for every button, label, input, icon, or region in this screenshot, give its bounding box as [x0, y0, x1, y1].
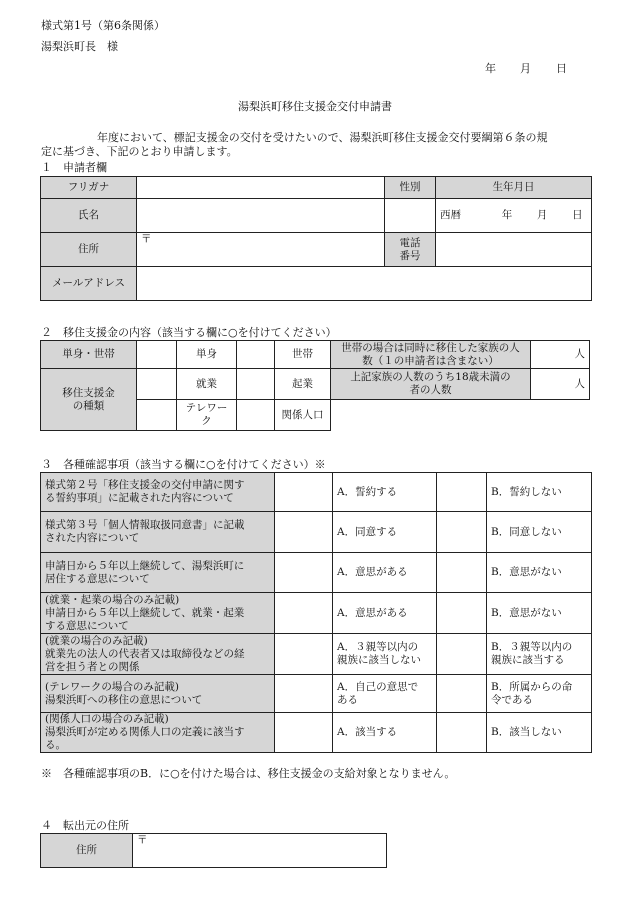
- line: B．意思がない: [491, 606, 562, 619]
- confirmation-row: [41, 593, 592, 634]
- section3-heading: ３ 各種確認事項（該当する欄に○を付けてください）※: [41, 458, 326, 471]
- line: B．３親等以内の: [491, 641, 573, 653]
- option-a-label: [333, 593, 437, 634]
- option-a-label: [333, 553, 437, 593]
- option-b-check-cell[interactable]: [437, 713, 487, 753]
- confirmation-row: [41, 553, 592, 593]
- confirmation-item: [41, 675, 275, 713]
- line: 親族に該当しない: [337, 654, 421, 666]
- option-b-check-cell[interactable]: [437, 473, 487, 512]
- line: 湯梨浜町への移住の意思について: [45, 693, 203, 706]
- empty-area: [331, 400, 590, 431]
- line: B．意思がない: [491, 566, 562, 578]
- option-a-check-cell[interactable]: [275, 512, 333, 553]
- family-note-line2: 数（１の申請者は含まない）: [362, 354, 499, 367]
- line: 申請日から５年以上継続して、湯梨浜町に: [45, 559, 245, 572]
- previous-address-table: [40, 833, 387, 868]
- line: B．該当しない: [491, 726, 562, 738]
- single-household-label: 単身・世帯: [41, 341, 137, 369]
- confirmation-row: [41, 675, 592, 713]
- line: 居住する意思について: [45, 572, 150, 585]
- household-check-cell[interactable]: [237, 341, 275, 369]
- phone-input[interactable]: [436, 233, 592, 267]
- gender-input[interactable]: [385, 199, 436, 233]
- under18-note: [331, 369, 531, 400]
- confirmation-item: [41, 593, 275, 634]
- option-b-label: [487, 512, 592, 553]
- support-content-table: [40, 340, 590, 431]
- era-label: 西暦: [440, 209, 461, 221]
- confirmation-item: [41, 634, 275, 675]
- line: (テレワークの場合のみ記載): [45, 680, 179, 693]
- confirmation-row: [41, 512, 592, 553]
- employment-label: 就業: [177, 369, 237, 400]
- furigana-input[interactable]: [137, 177, 385, 199]
- line: A．該当する: [337, 726, 398, 738]
- option-b-check-cell[interactable]: [437, 634, 487, 675]
- line: B．所属からの命: [491, 680, 573, 693]
- confirmation-row: [41, 473, 592, 512]
- related-population-check-cell[interactable]: [237, 400, 275, 431]
- employment-check-cell[interactable]: [137, 369, 177, 400]
- family-count-input[interactable]: [531, 341, 590, 369]
- month-label: 月: [536, 209, 548, 221]
- under18-count-input[interactable]: [531, 369, 590, 400]
- previous-address-input[interactable]: [133, 834, 387, 868]
- option-a-check-cell[interactable]: [275, 553, 333, 593]
- option-b-label: [487, 713, 592, 753]
- email-label: メールアドレス: [41, 267, 137, 301]
- phone-label-line1: 電話: [399, 236, 421, 249]
- line: る誓約事項」に記載された内容について: [45, 492, 234, 504]
- line: 申請日から５年以上継続して、就業・起業: [45, 606, 245, 619]
- family-count-note: [331, 341, 531, 369]
- option-b-label: [487, 553, 592, 593]
- option-a-label: [333, 512, 437, 553]
- related-population-label: 関係人口: [275, 400, 331, 431]
- startup-label: 起業: [275, 369, 331, 400]
- option-b-label: [487, 634, 592, 675]
- support-type-label: [41, 369, 137, 431]
- confirmation-item: [41, 553, 275, 593]
- option-b-label: [487, 473, 592, 512]
- phone-label-line2: 番号: [399, 249, 421, 262]
- single-check-cell[interactable]: [137, 341, 177, 369]
- line: A．意思がある: [337, 606, 408, 619]
- line: 湯梨浜町が定める関係人口の定義に該当す: [45, 726, 245, 738]
- line: ある: [337, 693, 358, 706]
- confirmation-row: [41, 634, 592, 675]
- name-input[interactable]: [137, 199, 385, 233]
- line: A．同意する: [337, 525, 398, 538]
- furigana-label: フリガナ: [41, 177, 137, 199]
- line: A．自己の意思で: [337, 680, 419, 693]
- postal-mark-2: 〒: [137, 834, 148, 846]
- intro-text-line1: 年度において、標記支援金の交付を受けたいので、湯梨浜町移住支援金交付要綱第６条の規: [97, 131, 548, 144]
- postal-mark: 〒: [141, 233, 152, 245]
- address-input[interactable]: [137, 233, 385, 267]
- telework-line1: テレワー: [185, 402, 228, 414]
- under18-line1: 上記家族の人数のうち18歳未満の: [350, 371, 511, 383]
- option-b-check-cell[interactable]: [437, 675, 487, 713]
- option-a-label: [333, 473, 437, 512]
- line: 令である: [491, 693, 533, 706]
- option-a-check-cell[interactable]: [275, 713, 333, 753]
- date-month-label: 月: [520, 62, 531, 75]
- option-a-check-cell[interactable]: [275, 675, 333, 713]
- confirmation-table: [40, 472, 592, 753]
- address-label: 住所: [41, 233, 137, 267]
- line: A．誓約する: [337, 485, 398, 498]
- previous-address-label: 住所: [41, 834, 133, 868]
- family-note-line1: 世帯の場合は同時に移住した家族の人: [341, 341, 520, 354]
- confirmation-item: [41, 713, 275, 753]
- line: 親族に該当する: [491, 654, 565, 666]
- option-b-check-cell[interactable]: [437, 593, 487, 634]
- option-a-label: [333, 675, 437, 713]
- option-a-check-cell[interactable]: [275, 634, 333, 675]
- household-label: 世帯: [275, 341, 331, 369]
- email-input[interactable]: [137, 267, 592, 301]
- confirmation-item: [41, 512, 275, 553]
- line: 就業先の法人の代表者又は取締役などの経: [45, 647, 245, 660]
- persons-unit: 人: [574, 348, 585, 360]
- line: 様式第２号「移住支援金の交付申請に関す: [45, 479, 245, 491]
- birthdate-label: 生年月日: [436, 177, 592, 199]
- startup-check-cell[interactable]: [237, 369, 275, 400]
- line: 様式第３号「個人情報取扱同意書」に記載: [45, 519, 245, 531]
- option-a-check-cell[interactable]: [275, 593, 333, 634]
- document-title: 湯梨浜町移住支援金交付申請書: [238, 100, 392, 113]
- line: (就業・起業の場合のみ記載): [45, 593, 180, 606]
- option-a-label: [333, 713, 437, 753]
- intro-text-line2: 定に基づき、下記のとおり申請します。: [41, 145, 238, 158]
- line: A．意思がある: [337, 566, 408, 578]
- persons-unit-2: 人: [574, 377, 585, 390]
- telework-label: [177, 400, 237, 431]
- under18-line2: 者の人数: [409, 384, 452, 396]
- confirmation-row: [41, 713, 592, 753]
- telework-line2: ク: [201, 415, 212, 427]
- applicant-table: [40, 176, 592, 301]
- name-label: 氏名: [41, 199, 137, 233]
- phone-label: [385, 233, 436, 267]
- support-type-line2: の種類: [72, 399, 105, 412]
- form-number: 様式第1号（第6条関係）: [41, 19, 165, 32]
- line: 営を担う者との関係: [45, 660, 140, 673]
- line: する意思について: [45, 619, 129, 632]
- line: B．同意しない: [491, 525, 562, 538]
- section4-heading: ４ 転出元の住所: [41, 819, 129, 832]
- day-label: 日: [572, 209, 583, 221]
- date-year-label: 年: [485, 62, 496, 75]
- option-b-check-cell[interactable]: [437, 553, 487, 593]
- option-b-check-cell[interactable]: [437, 512, 487, 553]
- option-a-label: [333, 634, 437, 675]
- option-a-check-cell[interactable]: [275, 473, 333, 512]
- option-b-label: [487, 593, 592, 634]
- line: された内容について: [45, 532, 140, 544]
- confirmation-footnote: ※ 各種確認事項のB．に○を付けた場合は、移住支援金の支給対象となりません。: [41, 767, 456, 780]
- telework-check-cell[interactable]: [137, 400, 177, 431]
- option-b-label: [487, 675, 592, 713]
- section1-heading: １ 申請者欄: [41, 161, 107, 174]
- line: A．３親等以内の: [337, 641, 419, 653]
- date-day-label: 日: [556, 62, 567, 75]
- line: B．誓約しない: [491, 485, 562, 498]
- line: る。: [45, 739, 66, 751]
- line: (関係人口の場合のみ記載): [45, 713, 169, 725]
- addressee: 湯梨浜町長 様: [41, 40, 118, 53]
- year-label: 年: [501, 209, 513, 221]
- confirmation-item: [41, 473, 275, 512]
- gender-label: 性別: [385, 177, 436, 199]
- single-label: 単身: [177, 341, 237, 369]
- support-type-line1: 移住支援金: [62, 386, 115, 399]
- line: (就業の場合のみ記載): [45, 634, 148, 647]
- section2-heading: ２ 移住支援金の内容（該当する欄に○を付けてください）: [41, 326, 337, 339]
- birthdate-input[interactable]: [436, 199, 592, 233]
